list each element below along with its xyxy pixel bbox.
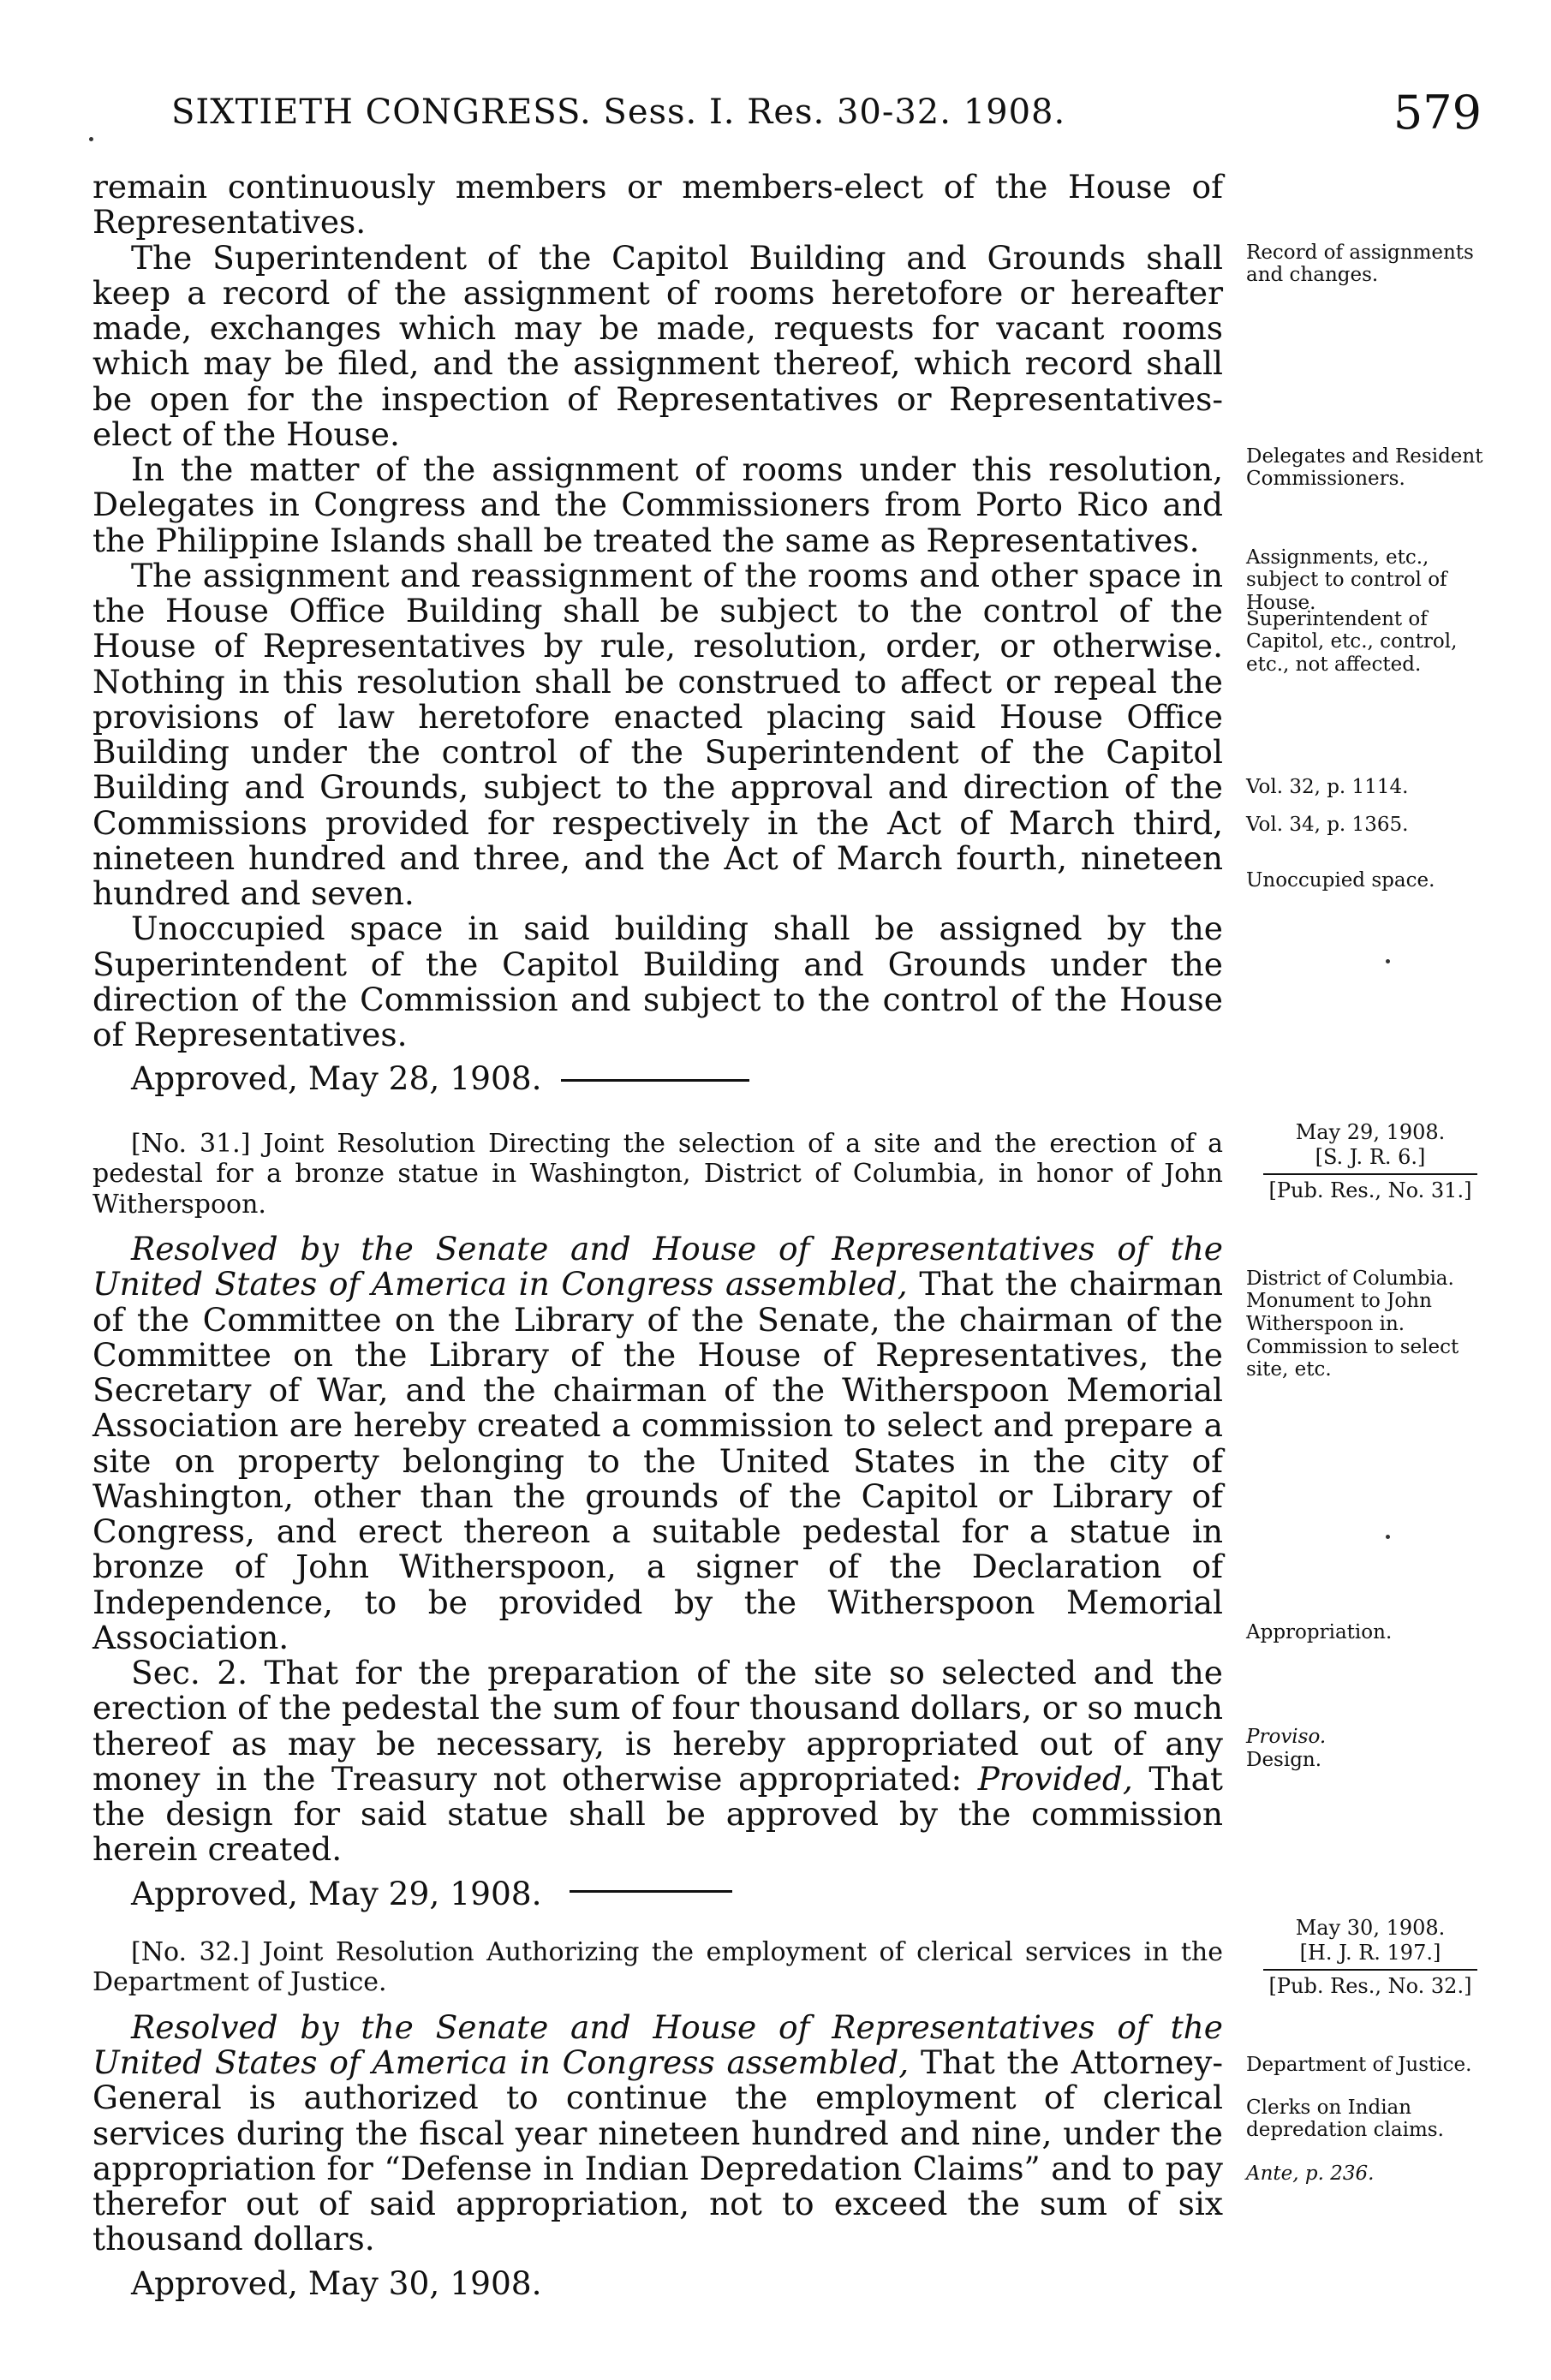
paragraph-text: That the design for said statue shall be approved by the commission herein created. xyxy=(92,1759,1223,1869)
page-header xyxy=(171,86,1482,152)
date-line: May 30, 1908. xyxy=(1295,1916,1446,1940)
print-speck xyxy=(1386,1535,1390,1539)
paragraph: In the matter of the assignment of rooms under this resolution, Delegates in Congress and the Commissioners from Porto Rico and the Philippine Islands shall be treated the same as Representatives. xyxy=(92,450,1223,559)
margin-note: Vol. 34, p. 1365. xyxy=(1246,814,1409,836)
bill-number: [H. J. R. 197.] xyxy=(1299,1940,1441,1965)
margin-note: Commission to select site, etc. xyxy=(1246,1336,1459,1381)
paragraph-text: That the chairman of the Committee on the Library of the Senate, the chairman of the Committee on the Library of the House of Representatives, the Secretary of War, and the chairman of the Witherspoon Memorial Association are hereby created a commission to select and prepare a site on property belonging to the United States in the city of Washington, other than the grounds of the Capitol or Library of Congress, and erect thereon a suitable pedestal for a statue in bronze of John Witherspoon, a signer of the Declaration of Independence, to be provided by the Witherspoon Memorial Association. xyxy=(92,1265,1224,1656)
running-title: SIXTIETH CONGRESS. Sess. I. Res. 30-32. 1908. xyxy=(171,92,1066,132)
margin-note: Unoccupied space. xyxy=(1246,869,1435,892)
resolution-31-text xyxy=(92,1129,1223,1912)
margin-note: Delegates and Resident Commissioners. xyxy=(1246,445,1483,491)
paragraph: The assignment and reassignment of the rooms and other space in the House Office Building shall be subject to the control of the House of Representatives by rule, resolution, order, or otherwise. Nothing in this resolution shall be construed to affect or repeal the provisions of law heretofore enacted placing said House Office Building under the control of the Superintendent of the Capitol Building and Grounds, subject to the approval and direction of the Commissions provided for respectively in the Act of March third, nineteen hundred and three, and the Act of March fourth, nineteen hundred and seven. xyxy=(92,556,1223,912)
paragraph: Unoccupied space in said building shall be assigned by the Superintendent of the Capitol Building and Grounds under the direction of the Commission and subject to the control of the House of Representatives. xyxy=(92,910,1223,1053)
margin-note: Clerks on Indian depredation claims. xyxy=(1246,2097,1444,2142)
print-speck xyxy=(89,137,93,141)
enacting-clause: Resolved by the Senate and House of Representatives of the United States of America in Congress assembled, xyxy=(92,2007,1223,2082)
approved-line: Approved, May 28, 1908. xyxy=(131,1059,542,1098)
margin-note: Assignments, etc., subject to control of House. xyxy=(1246,546,1447,614)
paragraph: remain continuously members or members-elect of the House of Representatives. xyxy=(92,168,1223,242)
margin-note: Appropriation. xyxy=(1246,1621,1393,1643)
resolution-title: [No. 32.] Joint Resolution Authorizing the employment of clerical services in the Department of Justice. xyxy=(92,1937,1223,1998)
margin-note: District of Columbia. Monument to John Witherspoon in. xyxy=(1246,1268,1454,1335)
page-number: 579 xyxy=(1393,86,1482,140)
paragraph xyxy=(92,1232,1223,1655)
paragraph-text: Sec. 2. That for the preparation of the site so selected and the erection of the pedestal the sum of four thousand dollars, or so much thereof as may be necessary, is hereby appropriated out of any money in the Treasury not otherwise appropriated: xyxy=(92,1654,1223,1798)
resolution-title: [No. 31.] Joint Resolution Directing the selection of a site and the erection of a pedestal for a bronze statue in Washington, District of Columbia, in honor of John Witherspoon. xyxy=(92,1129,1223,1220)
bill-number: [S. J. R. 6.] xyxy=(1315,1144,1426,1169)
date-line: May 29, 1908. xyxy=(1295,1120,1446,1144)
resolution-32-dates xyxy=(1263,1916,1477,1998)
proviso-word: Provided, xyxy=(977,1759,1133,1798)
margin-note: Superintendent of Capitol, etc., control, etc., not affected. xyxy=(1246,608,1458,676)
section-divider xyxy=(570,1890,732,1893)
margin-note: Record of assignments and changes. xyxy=(1246,242,1474,287)
pub-res-number: [Pub. Res., No. 32.] xyxy=(1268,1973,1472,1998)
paragraph-text: That the Attorney-General is authorized to continue the employment of clerical services during the fiscal year nineteen hundred and nine, under the appropriation for “Defense in Indian Depredation Claims” and to pay therefor out of said appropriation, not to exceed the sum of six thousand dollars. xyxy=(92,2043,1224,2258)
margin-note: Design. xyxy=(1246,1749,1322,1771)
margin-note: Proviso. xyxy=(1246,1726,1327,1748)
paragraph xyxy=(92,2007,1224,2258)
margin-note: Ante, p. 236. xyxy=(1246,2162,1375,2185)
print-speck xyxy=(1386,959,1390,963)
section-divider xyxy=(561,1079,749,1082)
approved-line: Approved, May 29, 1908. xyxy=(131,1874,542,1912)
pub-res-number: [Pub. Res., No. 31.] xyxy=(1268,1178,1472,1202)
resolution-32-text xyxy=(92,1937,1223,2301)
resolution-30-text xyxy=(92,170,1223,1097)
margin-note: Department of Justice. xyxy=(1246,2054,1472,2076)
approved-line: Approved, May 30, 1908. xyxy=(131,2264,542,2302)
paragraph: The Superintendent of the Capitol Building and Grounds shall keep a record of the assignment of rooms heretofore or hereafter made, exchanges which may be made, requests for vacant rooms which may be filed, and the assignment thereof, which record shall be open for the inspection of Representatives or Representatives-elect of the House. xyxy=(92,238,1223,453)
rule xyxy=(1263,1173,1477,1175)
paragraph xyxy=(92,1655,1223,1868)
resolution-31-dates xyxy=(1263,1120,1477,1202)
margin-note: Vol. 32, p. 1114. xyxy=(1246,776,1409,798)
rule xyxy=(1263,1969,1477,1971)
enacting-clause: Resolved by the Senate and House of Representatives of the United States of America in Congress assembled, xyxy=(92,1230,1223,1303)
